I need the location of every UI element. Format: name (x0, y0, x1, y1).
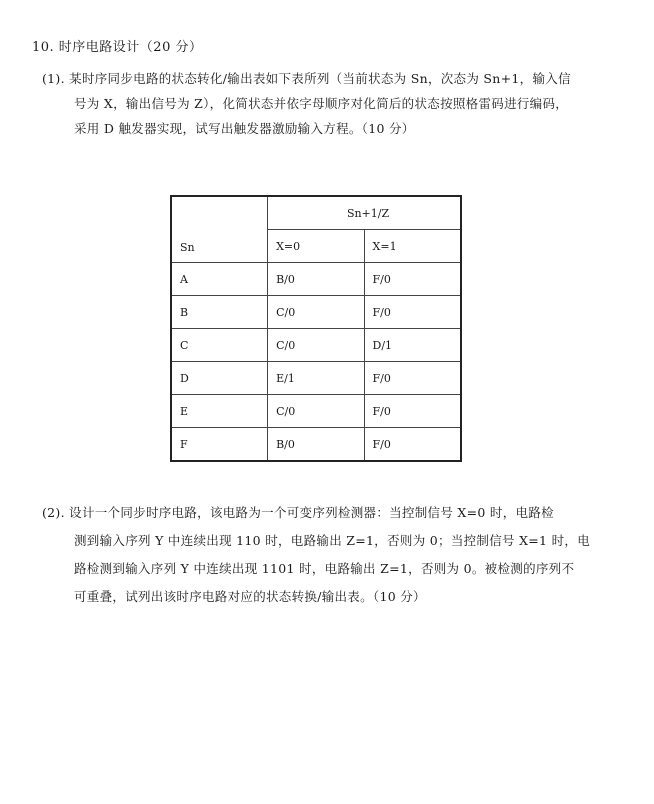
header-state (171, 196, 268, 263)
part2-line: 测到输入序列 Y 中连续出现 110 时，电路输出 Z=1，否则为 0；当控制信号 X=1 时，电 (74, 533, 590, 548)
cell-x1: D/1 (364, 329, 461, 362)
header-next-state: Sn+1/Z (268, 196, 461, 230)
cell-x0: C/0 (268, 395, 364, 428)
cell-x1: F/0 (364, 395, 461, 428)
question-title: 10. 时序电路设计（20 分） (32, 40, 203, 55)
cell-state: D (171, 362, 268, 395)
header-x0: X=0 (268, 230, 364, 263)
part2-line: (2). 设计一个同步时序电路，该电路为一个可变序列检测器：当控制信号 X=0 时，电路检 (42, 505, 554, 520)
table-row (171, 395, 461, 428)
header-state-label: Sn (180, 241, 195, 254)
cell-x1: F/0 (364, 263, 461, 296)
part1-text (42, 66, 632, 141)
cell-x0: C/0 (268, 329, 364, 362)
cell-x0: B/0 (268, 263, 364, 296)
table-row (171, 263, 461, 296)
part1-line: 号为 X，输出信号为 Z），化简状态并依字母顺序对化简后的状态按照格雷码进行编码， (74, 96, 569, 111)
cell-x1: F/0 (364, 362, 461, 395)
cell-state: A (171, 263, 268, 296)
header-x1: X=1 (364, 230, 461, 263)
table-row (171, 428, 461, 462)
table-row (171, 362, 461, 395)
cell-x1: F/0 (364, 296, 461, 329)
part2-line: 路检测到输入序列 Y 中连续出现 1101 时，电路输出 Z=1，否则为 0。被检测的序列不 (74, 561, 575, 576)
part2-text (42, 499, 632, 611)
cell-x0: C/0 (268, 296, 364, 329)
cell-state: B (171, 296, 268, 329)
part1-line: 采用 D 触发器实现，试写出触发器激励输入方程。（10 分） (74, 121, 415, 136)
cell-state: C (171, 329, 268, 362)
table-header-row (171, 196, 461, 230)
cell-state: E (171, 395, 268, 428)
part1-line: (1). 某时序同步电路的状态转化/输出表如下表所列（当前状态为 Sn，次态为 Sn+1，输入信 (42, 71, 571, 86)
state-transition-table (170, 195, 462, 462)
cell-x0: E/1 (268, 362, 364, 395)
cell-state: F (171, 428, 268, 462)
cell-x0: B/0 (268, 428, 364, 462)
table-row (171, 329, 461, 362)
part2-line: 可重叠，试列出该时序电路对应的状态转换/输出表。（10 分） (74, 589, 426, 604)
cell-x1: F/0 (364, 428, 461, 462)
table-row (171, 296, 461, 329)
